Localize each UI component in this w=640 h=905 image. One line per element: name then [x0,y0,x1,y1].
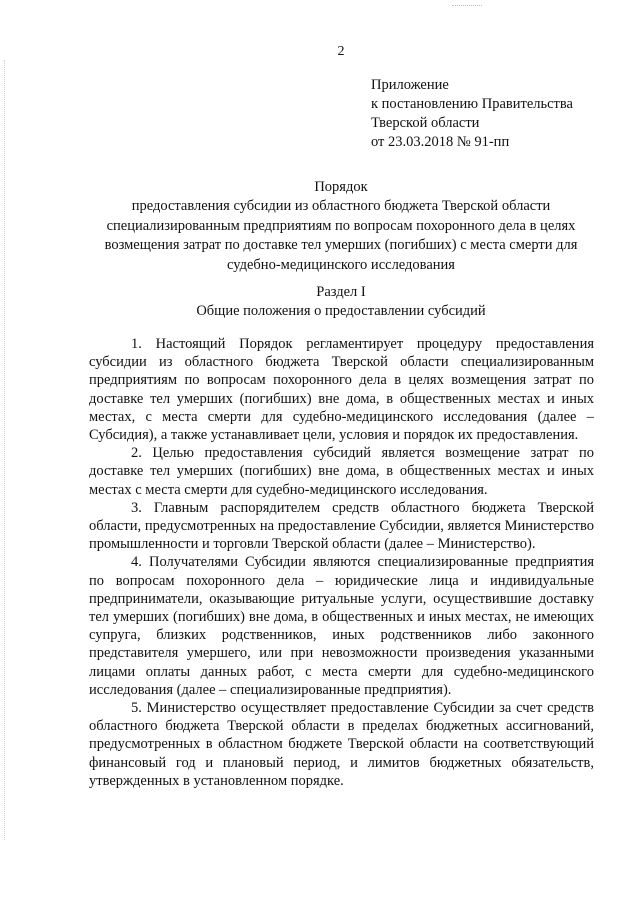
paragraph-2: 2. Целью предоставления субсидий является возмещение затрат по доставке тел умерших (погибших) вне дома, в общественных местах и иных местах с места смерти для судебно-медицинского исследования. [89,445,594,498]
section-number: Раздел I [316,284,366,300]
scan-artifact [452,5,482,7]
document-subtitle: предоставления субсидии из областного бюджета Тверской области специализированным предприятиям по вопросам похоронного дела в целях возмещения затрат по доставке тел умерших (погибших) с места смерти для судебно-медицинского исследования [104,198,578,273]
paragraph-5: 5. Министерство осуществляет предоставление Субсидии за счет средств областного бюджета Тверской области в пределах бюджетных ассигнований, предусмотренных в областном бюджете Тверской области на соответствующий финансовый год и плановый период, и лимитов бюджетных обязательств, утвержденных в установленном порядке. [89,700,594,789]
document-title: Порядок [314,179,368,195]
appendix-line: Приложение [371,77,449,93]
section-title: Общие положения о предоставлении субсидий [196,303,486,319]
page-number: 2 [337,44,345,59]
appendix-date-line: от 23.03.2018 № 91-пп [371,134,510,150]
appendix-block [371,76,573,152]
paragraph-3: 3. Главным распорядителем средств областного бюджета Тверской области, предусмотренных на предоставление Субсидии, является Министерство промышленности и торговли Тверской области (далее – Министерство). [89,499,594,553]
appendix-line: к постановлению Правительства [371,96,573,112]
scan-edge-artifact [4,60,6,840]
paragraph-1: 1. Настоящий Порядок регламентирует процедуру предоставления субсидии из областного бюджета Тверской области специализированным предприятиям по вопросам похоронного дела в целях возмещения затрат по доставке тел умерших (погибших) вне дома, в общественных местах и иных местах, с места смерти для судебно-медицинского исследования (далее – Субсидия), а также устанавливает цели, условия и порядок их предоставления. [89,336,594,444]
paragraph-4: 4. Получателями Субсидии являются специализированные предприятия по вопросам похоронного дела – юридические лица и индивидуальные предприниматели, оказывающие ритуальные услуги, осуществившие доставку тел умерших (погибших) вне дома, в общественных и иных местах, не имеющих супруга, близких родственников, иных родственников либо законного представителя умершего, или при невозможности произведения указанными лицами оплаты данных работ, с места смерти для судебно-медицинского исследования (далее – специализированные предприятия). [89,554,594,698]
document-body [89,335,594,790]
appendix-line: Тверской области [371,115,480,131]
